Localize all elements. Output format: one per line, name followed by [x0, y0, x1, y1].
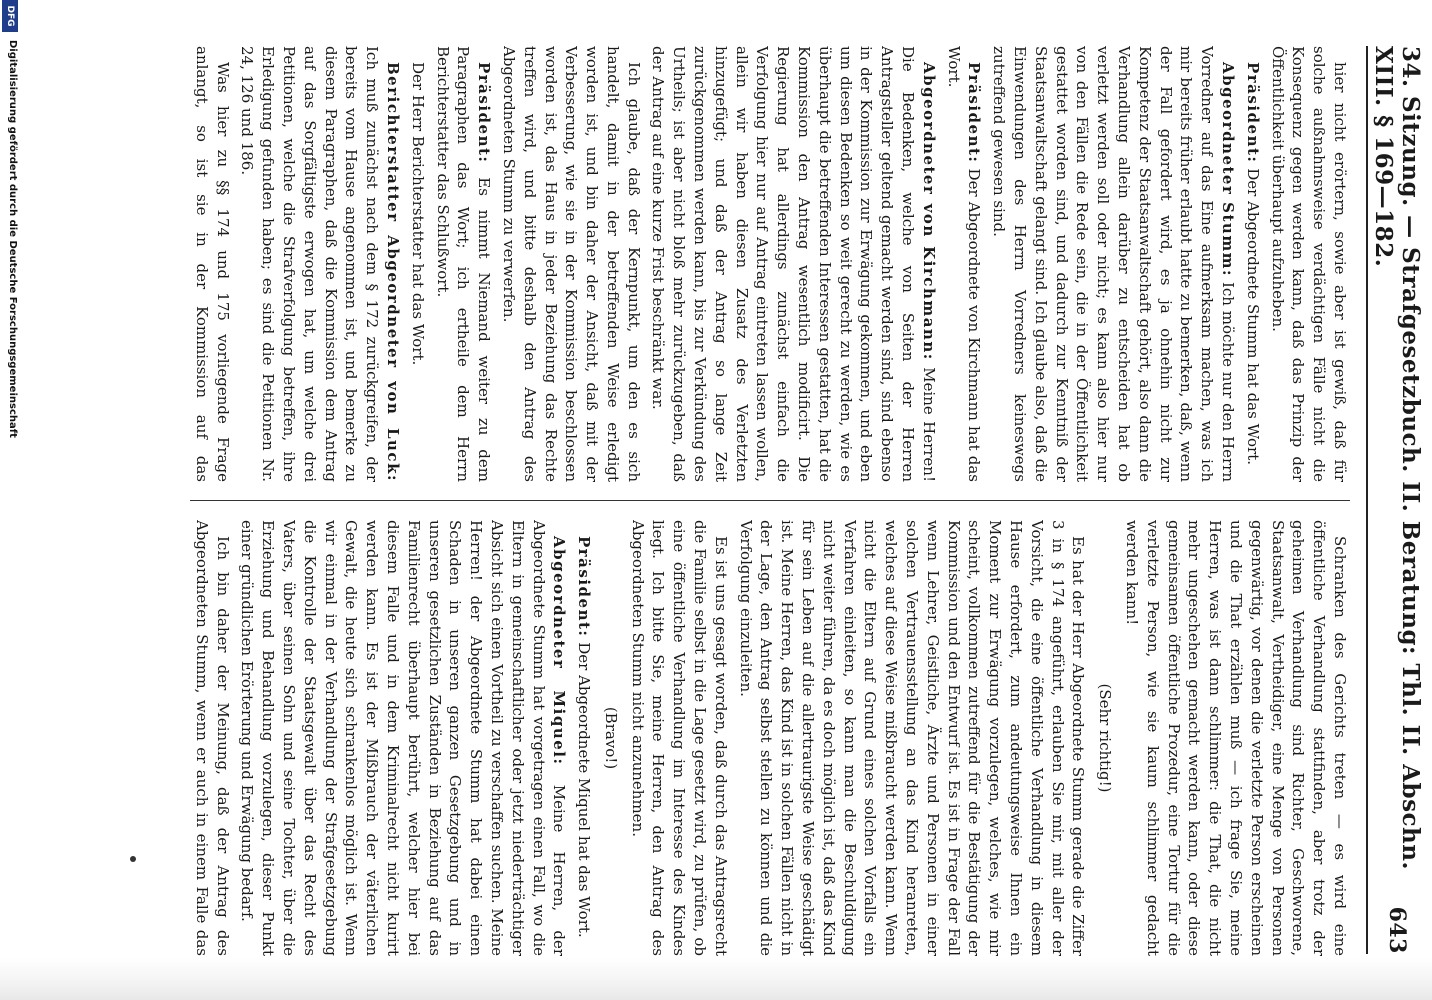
paragraph — [237, 520, 570, 956]
paragraph — [498, 46, 644, 482]
paragraph — [943, 46, 985, 482]
page-number: 643 — [1384, 906, 1410, 954]
paragraph-text: Meine Herren, der Abgeordnete Stumm hat vorgetragen einen Fall, wo die Eltern in gemeinschaftlicher oder jetzt niederträchtiger Absicht sich einen Vortheil zu verschaffen suchen. Meine Herren! der Abgeordnete Stumm hat dabei einen Schaden in unseren ganzen Gesetzgebung und in unseren gesetzlichen Zuständen in Beziehung auf das Familienrecht überhaupt berührt, welcher hier bei diesem Falle und in dem Kriminalrecht nicht kurirt werden kann. Es ist der Mißbrauch der väterlichen Gewalt, die heute sich schrankenlos möglich ist. Wenn wir einmal in der Verhandlung der Strafgesetzgebung die Kontrolle der Staatsgewalt über das Recht des Vaters, über seinen Sohn und seine Tochter, über die Erziehung und Behandlung vorzulegen, dieser Punkt einer gründlichen Erörterung und Erwägung bedarf. — [238, 520, 569, 956]
column-divider — [190, 500, 1350, 501]
paragraph-text: Meine Herren! Die Bedenken, welche von Seiten der Herren Antragsteller geltend gemacht werden sind, sind ebenso in der Kommission zur Erwägung gekommen, und eben um diesen Bedenken so weit gerecht zu werden, wie es überhaupt die betreffenden Interessen gestatten, hat die Kommission den Antrag wesentlich modificirt. Die Regierung hat allerdings zunächst einfach die Verfolgung hier nur auf Antrag eintreten lassen wollen, allein wir haben diesen Zusatz des Verletzten hinzugefügt; und daß der Antrag so lange Zeit zurückgenommen werden kann, bis zur Verkündung des Urtheils; ist aber nicht bloß mehr zurückzugeben, daß der Antrag auf eine kurze Frist beschränkt war. — [649, 46, 938, 482]
paragraph-text: (Bravo!) — [601, 706, 620, 770]
speaker-name: Präsident: — [965, 62, 984, 164]
speaker-name: Präsident: — [475, 62, 494, 164]
paragraph-text: hier nicht erörtern, sowie aber ist gewiß, daß für solche außnahmsweise verdächtigen Fälle nicht die Konsequenz gegen werden kann, daß das Prinzip der Öffentlichkeit überhaupt aufzuheben. — [1268, 46, 1349, 482]
paragraph-text: Der Abgeordnete von Kirchmann hat das Wort. — [944, 46, 984, 482]
paragraph — [1094, 520, 1115, 956]
speaker-name: Präsident: — [1243, 62, 1262, 164]
paragraph-text: Ich muß zunächst nach dem § 172 zurückgreifen, der bereits vom Hause angenommen ist, und bemerke zu diesem Paragraphen, daß die Kommission dem Antrag auf das Sorgfältigste erwogen hat, um welche drei Petitionen, welche die Strafverfolgung betreffen, ihre Erledigung gefunden haben; es sind die Petitionen Nr. 24, 126 und 186. — [238, 46, 382, 482]
speaker-name: Präsident: — [575, 536, 594, 638]
paragraph — [190, 520, 233, 956]
paragraph — [190, 46, 233, 482]
text-column-right — [190, 520, 1350, 956]
text-column-left — [190, 46, 1350, 482]
paragraph-text: Schranken des Gerichts treten — es wird eine öffentliche Verhandlung stattfinden, aber trotz der geheimen Verhandlung sind Richter, Geschworene, Staatsanwalt, Vertheidiger, eine Menge von Personen gegenwärtig, vor denen die verletzte Person erscheinen und die That erzählen muß — ich frage Sie, meine Herren, was ist dann schlimmer: die That, die nicht mehr ungeschehen gemacht werden kann, oder diese gemeinsamen öffentliche Prozedur, eine Tortur für die verletzte Person, wie sie kaum schlimmer gedacht werden kann! — [1123, 520, 1349, 956]
paragraph — [573, 520, 594, 956]
paragraph — [735, 520, 1089, 956]
paragraph-text: Es nimmt Niemand weiter zu dem Paragraphen das Wort; ich ertheile dem Herrn Berichterstatter das Schlußwort. — [433, 46, 494, 482]
dfg-logo: DFG — [2, 0, 18, 32]
paragraph-text: Ich möchte nur den Herrn Vorredner auf das Eine aufmerksam machen, was ich mir bereits früher erlaubt hatte zu bemerken, daß, wenn der Fall gefordert wird, es ja ohnehin nicht zur Kompetenz der Staatsanwaltschaft gehört, also dann die Verhandlung allein darüber zu entscheiden hat ob verletzt werden soll oder nicht; es kann also hier nur von den Fällen die Rede sein, die in der Öffentlichkeit gestattet worden sind, und dadurch zur Kenntniß der Staatsanwaltschaft gelangt sind. Ich glaube also, daß die Einwendungen des Herrn Vorredners keineswegs zutreffend gewesen sind. — [990, 46, 1238, 482]
paragraph-text: Was hier zu §§ 174 und 175 vorliegende Frage anlangt, so ist sie in der Kommission auf das — [192, 46, 232, 482]
paragraph — [988, 46, 1238, 482]
scan-edge — [0, 958, 1432, 1000]
paragraph-text: Es ist uns gesagt worden, daß durch das Antragsrecht die Familie selbst in die Lage gesetzt wird, zu prüfen, ob eine öffentliche Verhandlung im Interesse des Kindes liegt. Ich bitte Sie, meine Herren, den Antrag des Abgeordneten Stumm nicht anzunehmen. — [628, 520, 730, 956]
paragraph — [600, 520, 621, 956]
paragraph — [432, 46, 494, 482]
paragraph-text: Ich bin daher der Meinung, daß der Antrag des Abgeordneten Stumm, wenn er auch in einem Falle das — [192, 520, 232, 956]
ink-blot — [130, 856, 136, 862]
page-header-title: 34. Sitzung. — Strafgesetzbuch. II. Beratung: Thl. II. Abschn. XIII. § 169—182. — [1370, 46, 1424, 871]
paragraph — [407, 46, 428, 482]
speaker-name: Abgeordneter Stumm: — [1219, 62, 1238, 278]
paragraph — [1267, 46, 1350, 482]
speaker-name: Abgeordneter von Kirchmann: — [919, 62, 938, 361]
digitization-note: Digitalisierung gefördert durch die Deutsche Forschungsgemeinschaft — [7, 40, 18, 438]
speaker-name: Abgeordneter Miquel: — [550, 536, 569, 766]
paragraph — [1242, 46, 1263, 482]
paragraph-text: Ich glaube, daß der Kernpunkt, um den es sich handelt, damit in der betreffenden Weise erledigt worden ist, und bin daher der Ansicht, daß mit der Verbesserung, wie sie in der Kommission beschlossen worden ist, das Haus in jeder Beziehung das Rechte treffen wird, und bitte deshalb den Antrag des Abgeordneten Stumm zu verwerfen. — [499, 46, 643, 482]
paragraph — [1121, 520, 1350, 956]
speaker-name: Berichterstatter Abgeordneter von Luck: — [383, 62, 402, 482]
paragraph-text: Der Abgeordnete Stumm hat das Wort. — [1243, 168, 1262, 465]
paragraph-text: Der Abgeordnete Miquel hat das Wort. — [575, 642, 594, 938]
paragraph — [237, 46, 403, 482]
paragraph — [648, 46, 939, 482]
paragraph — [627, 520, 731, 956]
paragraph-text: (Sehr richtig!) — [1096, 683, 1115, 793]
paragraph-text: Es hat der Herr Abgeordnete Stumm gerade die Ziffer 3 in § 174 angeführt, erlauben Sie mir, mit aller der Vorsicht, die eine öffentliche Verhandlung in diesem Hause erfordert, zum andeutungsweise Ihnen ein Moment zur Erwägung vorzulegen, welches, wie mir scheint, vollkommen zutreffend für die Bestätigung der Kommission und den Entwurf ist. Es ist in Frage der Fall wenn Lehrer, Geistliche, Ärzte und Personen in einer solchen Vertrauensstellung an das Kind heranreten, welches auf diese Weise mißbraucht werden kann. Wenn nicht die Eltern auf Grund eines solchen Vorfalls ein Verfahren einleiten, so kann man die Beschuldigung nicht weiter führen, da es doch möglich ist, daß das Kind für sein Leben auf die allertraurigste Weise geschädigt ist. Meine Herren, das Kind ist in solchen Fällen nicht in der Lage, den Antrag selbst stellen zu können und die Verfolgung einzuleiten. — [736, 520, 1088, 956]
paragraph-text: Der Herr Berichterstatter hat das Wort. — [408, 62, 427, 366]
page-header — [1366, 46, 1426, 954]
